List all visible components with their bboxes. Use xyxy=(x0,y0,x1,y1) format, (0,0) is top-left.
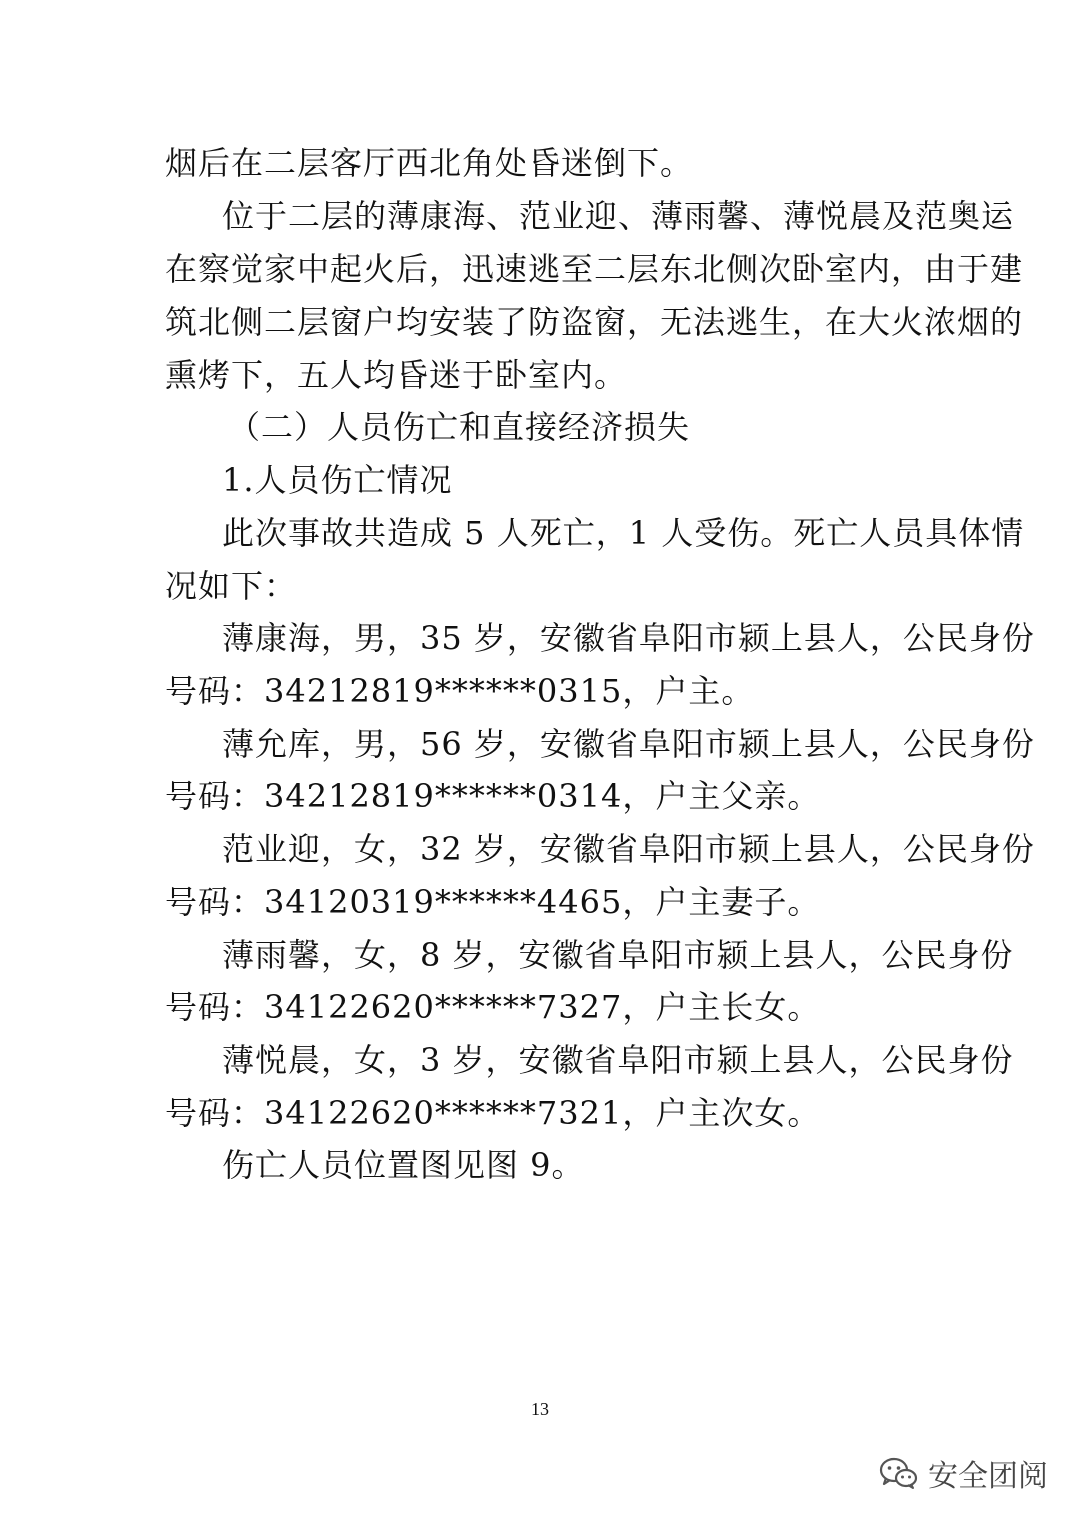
victim-5-line-1: 薄悦晨，女，3 岁，安徽省阜阳市颍上县人，公民身份 xyxy=(222,1041,1014,1079)
text-line-1: 烟后在二层客厅西北角处昏迷倒下。 xyxy=(165,144,694,182)
watermark-text: 安全团阅 xyxy=(928,1459,1048,1494)
text-line-5: 熏烤下，五人均昏迷于卧室内。 xyxy=(165,356,628,394)
subsection-heading: 1.人员伤亡情况 xyxy=(222,461,453,499)
victim-2-line-1: 薄允库，男，56 岁，安徽省阜阳市颍上县人，公民身份 xyxy=(222,725,1035,763)
victim-2-line-2: 号码：34212819******0314，户主父亲。 xyxy=(165,777,821,815)
wechat-icon xyxy=(878,1456,918,1490)
watermark xyxy=(878,1448,1048,1498)
page-number: 13 xyxy=(531,1399,549,1419)
text-line-4: 筑北侧二层窗户均安装了防盗窗，无法逃生，在大火浓烟的 xyxy=(165,303,1024,341)
victim-1-line-2: 号码：34212819******0315，户主。 xyxy=(165,672,755,710)
text-line-8: 此次事故共造成 5 人死亡，1 人受伤。死亡人员具体情 xyxy=(222,514,1025,552)
text-line-20: 伤亡人员位置图见图 9。 xyxy=(222,1146,585,1184)
victim-4-line-1: 薄雨馨，女，8 岁，安徽省阜阳市颍上县人，公民身份 xyxy=(222,936,1014,974)
victim-4-line-2: 号码：34122620******7327，户主长女。 xyxy=(165,988,821,1026)
text-line-9: 况如下： xyxy=(165,567,298,605)
victim-5-line-2: 号码：34122620******7321，户主次女。 xyxy=(165,1094,821,1132)
text-line-3: 在察觉家中起火后，迅速逃至二层东北侧次卧室内，由于建 xyxy=(165,250,1024,288)
section-heading: （二）人员伤亡和直接经济损失 xyxy=(228,408,691,446)
victim-3-line-2: 号码：34120319******4465，户主妻子。 xyxy=(165,883,821,921)
victim-3-line-1: 范业迎，女，32 岁，安徽省阜阳市颍上县人，公民身份 xyxy=(222,830,1035,868)
text-line-2: 位于二层的薄康海、范业迎、薄雨馨、薄悦晨及范奥运 xyxy=(222,197,1015,235)
victim-1-line-1: 薄康海，男，35 岁，安徽省阜阳市颍上县人，公民身份 xyxy=(222,619,1035,657)
